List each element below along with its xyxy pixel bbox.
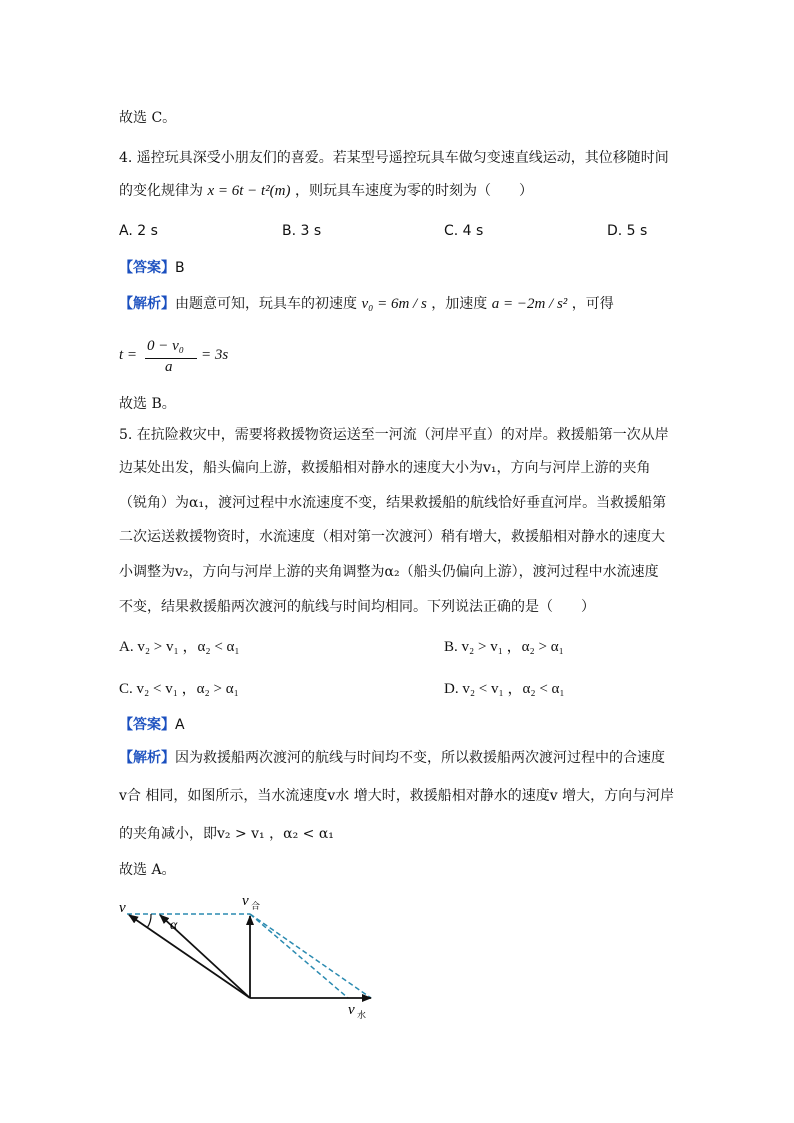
q4-conclusion: 故选 B。 [119, 396, 176, 412]
q4-answer-tag: 【答案】 [119, 260, 175, 276]
q5-analysis-line2: v合 相同，如图所示，当水流速度v水 增大时，救援船相对静水的速度v 增大，方向与河岸 [119, 788, 675, 804]
q5-stem-line3: （锐角）为α₁，渡河过程中水流速度不变，结果救援船的航线恰好垂直河岸。当救援船第 [119, 495, 667, 511]
q5-answer-tag: 【答案】 [119, 717, 175, 733]
q4-formula: x = 6t − t²(m) [207, 183, 291, 199]
q4-answer-value: B [175, 260, 185, 276]
q4-analysis-pre: 由题意可知，玩具车的初速度 [175, 296, 357, 312]
q5-analysis-line3: 的夹角减小，即v₂ > v₁ ，α₂ < α₁ [119, 826, 334, 842]
q4-v0-expr: v₀ = 6m / s [361, 296, 427, 312]
v-he-label: v [242, 893, 249, 909]
q5-answer [119, 715, 185, 735]
q4-analysis-tag: 【解析】 [119, 296, 175, 312]
v-he-subscript: 合 [251, 901, 261, 911]
q4-stem-line2 [119, 181, 533, 201]
dashed-diagonal-1 [250, 914, 348, 998]
q4-analysis [119, 294, 614, 314]
dashed-diagonal-2 [250, 914, 371, 998]
q4-stem-line1: 4. 遥控玩具深受小朋友们的喜爱。若某型号遥控玩具车做匀变速直线运动，其位移随时间 [119, 150, 669, 166]
q5-stem-line5: 小调整为v₂，方向与河岸上游的夹角调整为α₂（船头仍偏向上游），渡河过程中水流速度 [119, 564, 659, 580]
q5-stem-line4: 二次运送救援物资时，水流速度（相对第一次渡河）稍有增大，救援船相对静水的速度大 [119, 529, 665, 545]
frac-lhs: t = [119, 347, 138, 363]
v-shui-label: v [348, 1002, 355, 1018]
q4-a-expr: a = −2m / s² [491, 296, 568, 312]
q4-option-d: D. 5 s [607, 223, 648, 239]
q4-stem-pre: 的变化规律为 [119, 183, 203, 199]
prev-conclusion: 故选 C。 [119, 110, 177, 126]
q5-analysis-line1: 因为救援船两次渡河的航线与时间均不变，所以救援船两次渡河过程中的合速度 [175, 750, 665, 766]
q4-option-b: B. 3 s [282, 223, 322, 239]
alpha-arc [147, 914, 151, 928]
q5-answer-value: A [175, 717, 185, 733]
q4-fraction-equation [119, 338, 239, 378]
q4-stem-post: ，则玩具车速度为零的时刻为（ ） [294, 183, 533, 199]
q5-conclusion: 故选 A。 [119, 862, 176, 878]
q5-option-d: D. v₂ < v₁ ，α₂ < α₁ [444, 681, 565, 697]
frac-rhs: = 3s [201, 347, 229, 363]
q5-analysis-tag: 【解析】 [119, 750, 175, 766]
q5-option-a: A. v₂ > v₁ ，α₂ < α₁ [119, 639, 240, 655]
v-label: v [119, 900, 126, 916]
q4-analysis-post: ，可得 [571, 296, 614, 312]
q5-analysis [119, 748, 665, 768]
frac-denominator: a [165, 359, 173, 375]
q4-answer [119, 258, 185, 278]
frac-numerator: 0 − v₀ [147, 338, 184, 354]
q4-option-c: C. 4 s [444, 223, 484, 239]
q5-stem-line1: 5. 在抗险救灾中，需要将救援物资运送至一河流（河岸平直）的对岸。救援船第一次从岸 [119, 427, 669, 443]
q5-option-c: C. v₂ < v₁ ，α₂ > α₁ [119, 681, 239, 697]
q4-option-a: A. 2 s [119, 223, 158, 239]
q5-stem-line6: 不变，结果救援船两次渡河的航线与时间均相同。下列说法正确的是（ ） [119, 599, 595, 615]
q5-option-b: B. v₂ > v₁ ，α₂ > α₁ [444, 639, 564, 655]
v-shui-subscript: 水 [357, 1010, 367, 1020]
q5-stem-line2: 边某处出发，船头偏向上游，救援船相对静水的速度大小为v₁，方向与河岸上游的夹角 [119, 460, 651, 476]
velocity-diagram [115, 893, 385, 1025]
alpha-label: α [170, 918, 178, 933]
q4-analysis-mid: ，加速度 [431, 296, 488, 312]
